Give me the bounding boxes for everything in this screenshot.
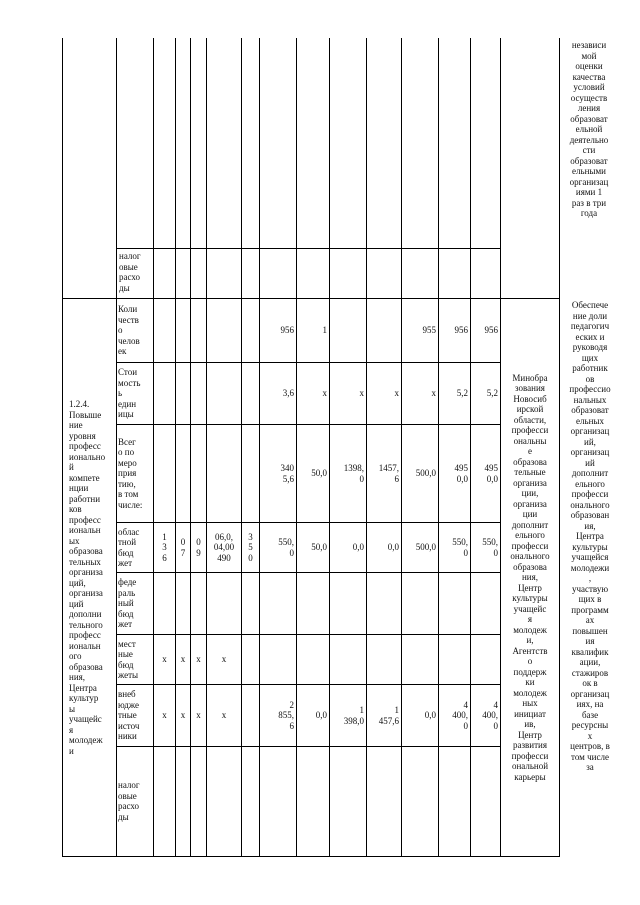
code-cell: x [221, 710, 227, 721]
value-cell: 956 [280, 325, 294, 336]
value-cell: 2 855, 6 [278, 699, 294, 731]
value-cell: 1 398,0 [343, 705, 364, 726]
value-cell: 0,0 [315, 710, 327, 721]
grid-line [559, 38, 560, 856]
code-cell: 0 9 [196, 537, 201, 558]
value-cell: 340 5,6 [280, 463, 294, 484]
code-cell: x [221, 654, 227, 665]
code-cell: 1 3 6 [162, 531, 167, 563]
value-cell: 5,2 [456, 388, 468, 399]
row-label: налог овые расхо ды [118, 780, 140, 822]
value-cell: 0,0 [352, 542, 364, 553]
value-cell: 4 400, 0 [482, 699, 498, 731]
value-cell: 1 [322, 325, 327, 336]
row-label: облас тной бюд жет [118, 526, 140, 568]
value-cell: 50,0 [311, 468, 327, 479]
value-cell: 495 0,0 [454, 463, 468, 484]
value-cell: 0,0 [424, 710, 436, 721]
grid-line [116, 248, 501, 249]
value-cell: 1398, 0 [343, 463, 364, 484]
row-label: Стои мость ь един ицы [118, 367, 141, 420]
value-cell: 1 457,6 [378, 705, 399, 726]
value-cell: 0,0 [387, 542, 399, 553]
value-cell: 1457, 6 [378, 463, 399, 484]
item-name: 1.2.4. Повыше ние уровня професс ионально й компете нции работни ков професс иональн ых образова тельных организа ций, организа ций дополни тельного професс иональн ого образова ния, Центра культур ы учащейс я молодеж и [69, 399, 106, 756]
code-cell: x [162, 654, 167, 665]
value-cell: 550, 0 [482, 537, 498, 558]
value-cell: 955 [422, 325, 436, 336]
code-cell: x [196, 654, 201, 665]
value-cell: x [359, 388, 364, 399]
value-cell: 550, 0 [452, 537, 468, 558]
row-label: Всег о по меро прия тию, в том числе: [118, 436, 143, 510]
value-cell: 50,0 [311, 542, 327, 553]
row-label: внеб юдже тные источ ники [118, 689, 140, 742]
value-cell: 956 [454, 325, 468, 336]
row-label: Коли честв о челов ек [118, 304, 140, 357]
result-text: Обеспече ние доли педагогич еских и руководя щих работник ов профессио нальных образоват ельных организац ий, организац ий дополнит ельного професси онального образован ия, Центра культуры учащейся молодежи , участвую щих в программ ах повышен ия квалифик ации, стажиров ок в организац иях, на базе ресурсны х центров, в том числе за [569, 300, 611, 772]
value-cell: 956 [484, 325, 498, 336]
row-label: феде раль ный бюд жет [118, 577, 137, 630]
grid-line [116, 746, 501, 747]
value-cell: 495 0,0 [484, 463, 498, 484]
code-cell: x [162, 710, 167, 721]
value-cell: 5,2 [486, 388, 498, 399]
executor-text: Минобра зования Новосиб ирской области, професси ональны е образова тельные организа ции, организа ции дополнит ельного професси онального образова ния, Центр культуры учащейс я молодеж и, Агентств о поддерж ки молодеж ных инициат ив, Центр развития професси ональной карьеры [510, 372, 550, 782]
code-cell: x [196, 710, 201, 721]
value-cell: 4 400, 0 [452, 699, 468, 731]
grid-line [116, 572, 501, 573]
grid-line [62, 856, 560, 857]
value-cell: x [431, 388, 436, 399]
code-cell: x [180, 710, 186, 721]
value-cell: 550, 0 [278, 537, 294, 558]
top-goal-text: независи мой оценки качества условий осуществ ления образоват ельной деятельно сти образоват ельными организац иями 1 раз в три года [569, 40, 609, 218]
value-cell: 500,0 [415, 468, 436, 479]
grid-line [62, 38, 63, 856]
value-cell: 500,0 [415, 542, 436, 553]
code-cell: 0 7 [180, 537, 186, 558]
code-cell: x [180, 654, 186, 665]
value-cell: 3,6 [282, 388, 294, 399]
value-cell: x [394, 388, 399, 399]
value-cell: x [322, 388, 327, 399]
grid-line [241, 38, 242, 856]
code-cell: 06,0, 04,00 490 [213, 531, 235, 563]
code-cell: 3 5 0 [248, 531, 253, 563]
row-label: мест ные бюд жеты [118, 638, 139, 680]
grid-line [116, 38, 117, 856]
top-row-label: налог овые расхо ды [119, 251, 141, 293]
